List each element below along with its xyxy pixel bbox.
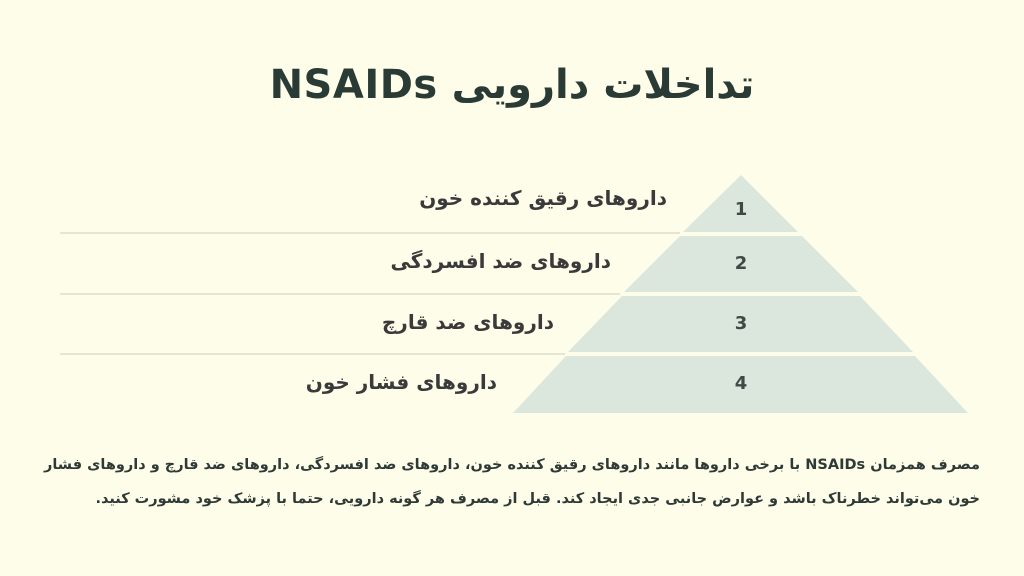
description-text: مصرف همزمان NSAIDs با برخی داروها مانند داروهای رقیق کننده خون، داروهای ضد افسردگی، داروهای ضد قارچ و داروهای فشار خون می‌تواند خطرناک باشد و عوارض جانبی جدی ایجاد کند. قبل از مصرف هر گونه دارویی، حتما با پزشک خود مشورت کنید. [44,457,980,507]
level-2-number: 2 [734,253,748,274]
level-2-label: داروهای ضد افسردگی [390,249,611,273]
level-4-number: 4 [734,373,748,394]
level-4-label: داروهای فشار خون [305,370,497,394]
level-1-label: داروهای رقیق کننده خون [419,186,667,210]
level-3-number: 3 [734,313,748,334]
level-1-number: 1 [734,199,748,220]
level-3-label: داروهای ضد قارچ [381,310,554,334]
page-title: تداخلات دارویی NSAIDs [269,62,755,108]
